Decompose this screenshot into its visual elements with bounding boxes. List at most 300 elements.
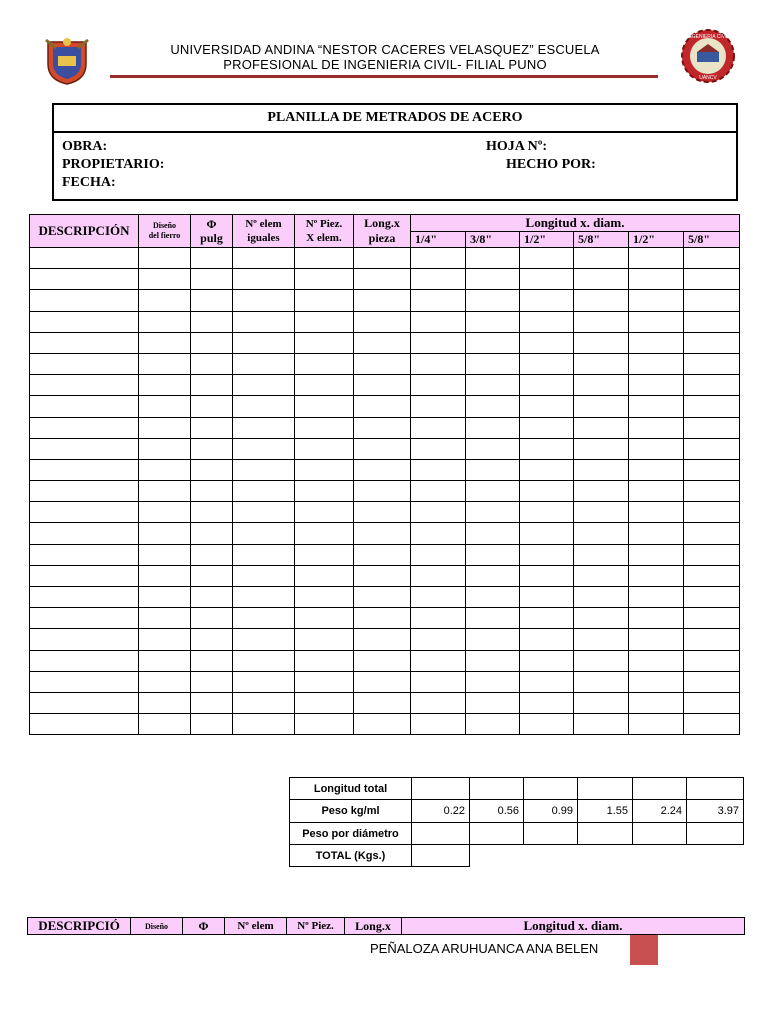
table-cell[interactable] [574, 650, 629, 671]
table-cell[interactable] [466, 714, 520, 735]
table-cell[interactable] [411, 671, 466, 692]
table-cell[interactable] [295, 608, 354, 629]
table-cell[interactable] [411, 248, 466, 269]
table-cell[interactable] [139, 269, 191, 290]
next-phi: Φ [183, 918, 225, 935]
table-cell[interactable] [684, 587, 740, 608]
table-cell[interactable] [411, 269, 466, 290]
table-cell[interactable] [354, 565, 411, 586]
table-cell[interactable] [139, 565, 191, 586]
table-cell[interactable] [684, 481, 740, 502]
table-cell[interactable] [191, 692, 233, 713]
table-cell[interactable] [411, 459, 466, 480]
table-cell[interactable] [520, 332, 574, 353]
table-cell[interactable] [354, 311, 411, 332]
table-cell[interactable] [139, 671, 191, 692]
table-cell[interactable] [574, 311, 629, 332]
table-cell[interactable] [233, 396, 295, 417]
table-cell[interactable] [466, 438, 520, 459]
table-cell[interactable] [139, 417, 191, 438]
table-cell[interactable] [684, 353, 740, 374]
table-cell[interactable] [574, 502, 629, 523]
table-cell[interactable] [629, 353, 684, 374]
table-cell[interactable] [629, 332, 684, 353]
table-cell[interactable] [629, 544, 684, 565]
table-cell[interactable] [139, 311, 191, 332]
table-cell[interactable] [684, 650, 740, 671]
table-cell[interactable] [233, 650, 295, 671]
table-cell[interactable] [191, 248, 233, 269]
table-row [30, 269, 740, 290]
table-cell[interactable] [295, 396, 354, 417]
table-cell[interactable] [520, 565, 574, 586]
table-cell[interactable] [520, 650, 574, 671]
table-cell[interactable] [295, 502, 354, 523]
table-cell[interactable] [30, 692, 139, 713]
table-cell[interactable] [574, 481, 629, 502]
table-cell[interactable] [574, 587, 629, 608]
table-cell[interactable] [191, 671, 233, 692]
table-cell[interactable] [139, 544, 191, 565]
table-cell[interactable] [295, 629, 354, 650]
table-cell[interactable] [466, 502, 520, 523]
table-row [30, 311, 740, 332]
table-row [30, 629, 740, 650]
table-cell[interactable] [30, 438, 139, 459]
table-row [30, 650, 740, 671]
table-cell[interactable] [411, 502, 466, 523]
table-cell[interactable] [629, 671, 684, 692]
table-cell[interactable] [139, 396, 191, 417]
table-cell[interactable] [520, 353, 574, 374]
table-cell[interactable] [629, 311, 684, 332]
table-cell[interactable] [354, 523, 411, 544]
table-cell[interactable] [139, 692, 191, 713]
table-cell[interactable] [629, 248, 684, 269]
next-num-piez: Nº Piez. [287, 918, 345, 935]
table-cell[interactable] [233, 481, 295, 502]
table-cell[interactable] [354, 650, 411, 671]
table-cell[interactable] [411, 587, 466, 608]
table-cell[interactable] [466, 290, 520, 311]
table-cell[interactable] [411, 523, 466, 544]
table-cell[interactable] [191, 608, 233, 629]
table-cell[interactable] [233, 714, 295, 735]
table-cell[interactable] [466, 375, 520, 396]
table-cell[interactable] [295, 332, 354, 353]
table-cell[interactable] [629, 650, 684, 671]
table-cell[interactable] [684, 502, 740, 523]
table-cell[interactable] [295, 650, 354, 671]
table-cell[interactable] [354, 375, 411, 396]
table-cell[interactable] [354, 332, 411, 353]
table-cell[interactable] [684, 375, 740, 396]
col-phi-symbol: Φ [206, 217, 217, 231]
table-cell[interactable] [354, 714, 411, 735]
table-cell[interactable] [295, 269, 354, 290]
table-cell[interactable] [191, 714, 233, 735]
table-cell[interactable] [30, 417, 139, 438]
table-cell[interactable] [233, 269, 295, 290]
table-cell[interactable] [30, 269, 139, 290]
table-cell[interactable] [684, 290, 740, 311]
table-cell[interactable] [466, 629, 520, 650]
table-cell[interactable] [233, 565, 295, 586]
table-cell[interactable] [411, 629, 466, 650]
table-cell[interactable] [191, 650, 233, 671]
table-cell[interactable] [629, 438, 684, 459]
table-cell[interactable] [520, 269, 574, 290]
table-cell[interactable] [30, 587, 139, 608]
next-long: Long.x [345, 918, 402, 935]
table-cell[interactable] [191, 629, 233, 650]
table-cell[interactable] [684, 608, 740, 629]
table-cell[interactable] [233, 608, 295, 629]
table-cell[interactable] [684, 396, 740, 417]
table-cell[interactable] [30, 714, 139, 735]
table-cell[interactable] [684, 523, 740, 544]
table-cell[interactable] [629, 269, 684, 290]
table-cell[interactable] [629, 502, 684, 523]
table-cell[interactable] [191, 417, 233, 438]
table-cell[interactable] [684, 629, 740, 650]
table-cell[interactable] [574, 608, 629, 629]
table-cell[interactable] [574, 269, 629, 290]
table-cell[interactable] [684, 714, 740, 735]
peso-value: 1.55 [578, 800, 633, 823]
table-cell[interactable] [191, 396, 233, 417]
table-cell[interactable] [684, 417, 740, 438]
table-cell[interactable] [629, 629, 684, 650]
table-cell[interactable] [139, 332, 191, 353]
table-cell[interactable] [139, 290, 191, 311]
table-cell[interactable] [354, 544, 411, 565]
totals-cell [633, 778, 687, 800]
table-cell[interactable] [295, 565, 354, 586]
table-cell[interactable] [629, 459, 684, 480]
table-cell[interactable] [520, 629, 574, 650]
table-cell[interactable] [629, 565, 684, 586]
table-cell[interactable] [684, 459, 740, 480]
table-cell[interactable] [191, 459, 233, 480]
table-cell[interactable] [191, 332, 233, 353]
table-cell[interactable] [139, 608, 191, 629]
table-cell[interactable] [30, 332, 139, 353]
totals-cell [412, 778, 470, 800]
table-cell[interactable] [520, 587, 574, 608]
table-cell[interactable] [411, 332, 466, 353]
table-cell[interactable] [191, 375, 233, 396]
table-cell[interactable] [411, 438, 466, 459]
table-cell[interactable] [466, 332, 520, 353]
table-cell[interactable] [233, 671, 295, 692]
table-cell[interactable] [295, 459, 354, 480]
table-cell[interactable] [191, 587, 233, 608]
table-cell[interactable] [411, 608, 466, 629]
table-cell[interactable] [520, 438, 574, 459]
table-cell[interactable] [354, 248, 411, 269]
table-cell[interactable] [139, 481, 191, 502]
table-cell[interactable] [233, 629, 295, 650]
table-cell[interactable] [295, 523, 354, 544]
table-cell[interactable] [629, 587, 684, 608]
table-cell[interactable] [233, 692, 295, 713]
table-cell[interactable] [466, 481, 520, 502]
table-cell[interactable] [295, 438, 354, 459]
table-cell[interactable] [466, 692, 520, 713]
form-header-box [52, 103, 738, 201]
table-cell[interactable] [684, 311, 740, 332]
table-cell[interactable] [411, 481, 466, 502]
table-cell[interactable] [354, 417, 411, 438]
table-cell[interactable] [30, 459, 139, 480]
table-cell[interactable] [520, 608, 574, 629]
table-cell[interactable] [295, 692, 354, 713]
table-cell[interactable] [139, 587, 191, 608]
table-cell[interactable] [354, 481, 411, 502]
table-cell[interactable] [191, 290, 233, 311]
table-cell[interactable] [520, 417, 574, 438]
table-cell[interactable] [574, 544, 629, 565]
table-cell[interactable] [191, 502, 233, 523]
table-cell[interactable] [574, 438, 629, 459]
table-cell[interactable] [139, 629, 191, 650]
header-university-line: UNIVERSIDAD ANDINA “NESTOR CACERES VELASQUEZ” ESCUELA [170, 42, 600, 57]
peso-kgml-label: Peso kg/ml [290, 800, 412, 823]
table-cell[interactable] [684, 269, 740, 290]
table-cell[interactable] [139, 502, 191, 523]
table-cell[interactable] [30, 481, 139, 502]
table-cell[interactable] [354, 671, 411, 692]
table-cell[interactable] [233, 311, 295, 332]
table-cell[interactable] [30, 353, 139, 374]
table-cell[interactable] [354, 629, 411, 650]
table-cell[interactable] [574, 375, 629, 396]
table-cell[interactable] [233, 523, 295, 544]
table-cell[interactable] [191, 269, 233, 290]
table-cell[interactable] [30, 375, 139, 396]
table-cell[interactable] [520, 671, 574, 692]
table-cell[interactable] [30, 523, 139, 544]
table-cell[interactable] [295, 311, 354, 332]
table-cell[interactable] [139, 459, 191, 480]
table-cell[interactable] [411, 692, 466, 713]
table-cell[interactable] [629, 396, 684, 417]
table-cell[interactable] [466, 417, 520, 438]
table-cell[interactable] [354, 438, 411, 459]
table-cell[interactable] [684, 332, 740, 353]
table-cell[interactable] [411, 565, 466, 586]
table-cell[interactable] [233, 332, 295, 353]
table-cell[interactable] [574, 417, 629, 438]
table-cell[interactable] [354, 459, 411, 480]
table-cell[interactable] [574, 692, 629, 713]
table-cell[interactable] [684, 671, 740, 692]
table-cell[interactable] [30, 502, 139, 523]
table-cell[interactable] [30, 290, 139, 311]
table-cell[interactable] [30, 248, 139, 269]
table-cell[interactable] [191, 523, 233, 544]
table-cell[interactable] [629, 290, 684, 311]
table-cell[interactable] [139, 353, 191, 374]
table-cell[interactable] [466, 353, 520, 374]
table-cell[interactable] [139, 375, 191, 396]
table-cell[interactable] [684, 248, 740, 269]
table-cell[interactable] [684, 565, 740, 586]
table-cell[interactable] [233, 459, 295, 480]
table-cell[interactable] [295, 481, 354, 502]
table-cell[interactable] [574, 332, 629, 353]
table-row [30, 332, 740, 353]
table-cell[interactable] [191, 438, 233, 459]
table-cell[interactable] [684, 692, 740, 713]
table-cell[interactable] [466, 650, 520, 671]
table-cell[interactable] [466, 459, 520, 480]
table-cell[interactable] [466, 269, 520, 290]
diameter-cell: 5/8" [684, 232, 740, 248]
table-cell[interactable] [411, 650, 466, 671]
table-row [30, 544, 740, 565]
table-cell[interactable] [139, 248, 191, 269]
table-cell[interactable] [520, 311, 574, 332]
table-cell[interactable] [574, 565, 629, 586]
table-cell[interactable] [411, 353, 466, 374]
table-cell[interactable] [354, 290, 411, 311]
table-cell[interactable] [191, 311, 233, 332]
table-cell[interactable] [684, 544, 740, 565]
table-cell[interactable] [295, 375, 354, 396]
table-cell[interactable] [233, 248, 295, 269]
table-cell[interactable] [354, 269, 411, 290]
table-cell[interactable] [520, 396, 574, 417]
table-cell[interactable] [466, 311, 520, 332]
table-cell[interactable] [629, 714, 684, 735]
table-cell[interactable] [466, 544, 520, 565]
table-cell[interactable] [233, 417, 295, 438]
table-cell[interactable] [574, 714, 629, 735]
table-cell[interactable] [30, 396, 139, 417]
table-cell[interactable] [520, 544, 574, 565]
table-row [30, 671, 740, 692]
table-cell[interactable] [139, 438, 191, 459]
table-cell[interactable] [629, 692, 684, 713]
table-cell[interactable] [574, 671, 629, 692]
table-cell[interactable] [411, 714, 466, 735]
table-cell[interactable] [520, 714, 574, 735]
table-cell[interactable] [233, 290, 295, 311]
table-cell[interactable] [574, 459, 629, 480]
table-cell[interactable] [233, 353, 295, 374]
table-cell[interactable] [466, 565, 520, 586]
table-cell[interactable] [295, 417, 354, 438]
table-cell[interactable] [354, 692, 411, 713]
table-cell[interactable] [191, 544, 233, 565]
table-cell[interactable] [684, 438, 740, 459]
col-phi-unit: pulg [200, 231, 223, 245]
table-cell[interactable] [295, 587, 354, 608]
table-cell[interactable] [520, 481, 574, 502]
table-cell[interactable] [295, 714, 354, 735]
table-cell[interactable] [411, 311, 466, 332]
table-cell[interactable] [295, 290, 354, 311]
table-cell[interactable] [629, 523, 684, 544]
table-cell[interactable] [411, 396, 466, 417]
table-cell[interactable] [30, 650, 139, 671]
table-cell[interactable] [466, 587, 520, 608]
table-cell[interactable] [466, 523, 520, 544]
table-cell[interactable] [411, 544, 466, 565]
table-cell[interactable] [520, 692, 574, 713]
table-cell[interactable] [354, 608, 411, 629]
longitud-total-label: Longitud total [290, 778, 412, 800]
table-cell[interactable] [629, 481, 684, 502]
table-cell[interactable] [520, 248, 574, 269]
table-cell[interactable] [295, 671, 354, 692]
table-cell[interactable] [574, 290, 629, 311]
table-cell[interactable] [466, 608, 520, 629]
table-cell[interactable] [30, 629, 139, 650]
table-cell[interactable] [30, 311, 139, 332]
table-cell[interactable] [574, 523, 629, 544]
table-cell[interactable] [139, 714, 191, 735]
table-cell[interactable] [233, 438, 295, 459]
table-cell[interactable] [295, 353, 354, 374]
table-cell[interactable] [295, 248, 354, 269]
table-cell[interactable] [30, 544, 139, 565]
table-cell[interactable] [574, 629, 629, 650]
table-cell[interactable] [191, 481, 233, 502]
table-cell[interactable] [30, 671, 139, 692]
table-cell[interactable] [520, 459, 574, 480]
table-cell[interactable] [30, 608, 139, 629]
table-cell[interactable] [574, 396, 629, 417]
table-cell[interactable] [466, 671, 520, 692]
table-cell[interactable] [191, 565, 233, 586]
table-cell[interactable] [233, 375, 295, 396]
header-school-line: PROFESIONAL DE INGENIERIA CIVIL- FILIAL PUNO [223, 57, 547, 72]
table-cell[interactable] [411, 290, 466, 311]
table-cell[interactable] [629, 417, 684, 438]
table-cell[interactable] [629, 375, 684, 396]
table-cell[interactable] [295, 544, 354, 565]
table-cell[interactable] [139, 523, 191, 544]
table-cell[interactable] [233, 544, 295, 565]
table-cell[interactable] [411, 417, 466, 438]
table-cell[interactable] [466, 248, 520, 269]
table-cell[interactable] [233, 502, 295, 523]
table-cell[interactable] [354, 502, 411, 523]
table-cell[interactable] [574, 353, 629, 374]
table-cell[interactable] [139, 650, 191, 671]
table-cell[interactable] [233, 587, 295, 608]
table-cell[interactable] [354, 353, 411, 374]
table-cell[interactable] [354, 396, 411, 417]
table-cell[interactable] [354, 587, 411, 608]
table-row [30, 290, 740, 311]
table-cell[interactable] [191, 353, 233, 374]
table-cell[interactable] [520, 523, 574, 544]
table-cell[interactable] [30, 565, 139, 586]
table-cell[interactable] [574, 248, 629, 269]
table-cell[interactable] [629, 608, 684, 629]
table-cell[interactable] [411, 375, 466, 396]
table-cell[interactable] [520, 375, 574, 396]
table-cell[interactable] [466, 396, 520, 417]
col-num-piez-line1: Nº Piez. [305, 218, 343, 230]
table-cell[interactable] [520, 290, 574, 311]
table-cell[interactable] [520, 502, 574, 523]
total-kgs-label: TOTAL (Kgs.) [290, 845, 412, 867]
